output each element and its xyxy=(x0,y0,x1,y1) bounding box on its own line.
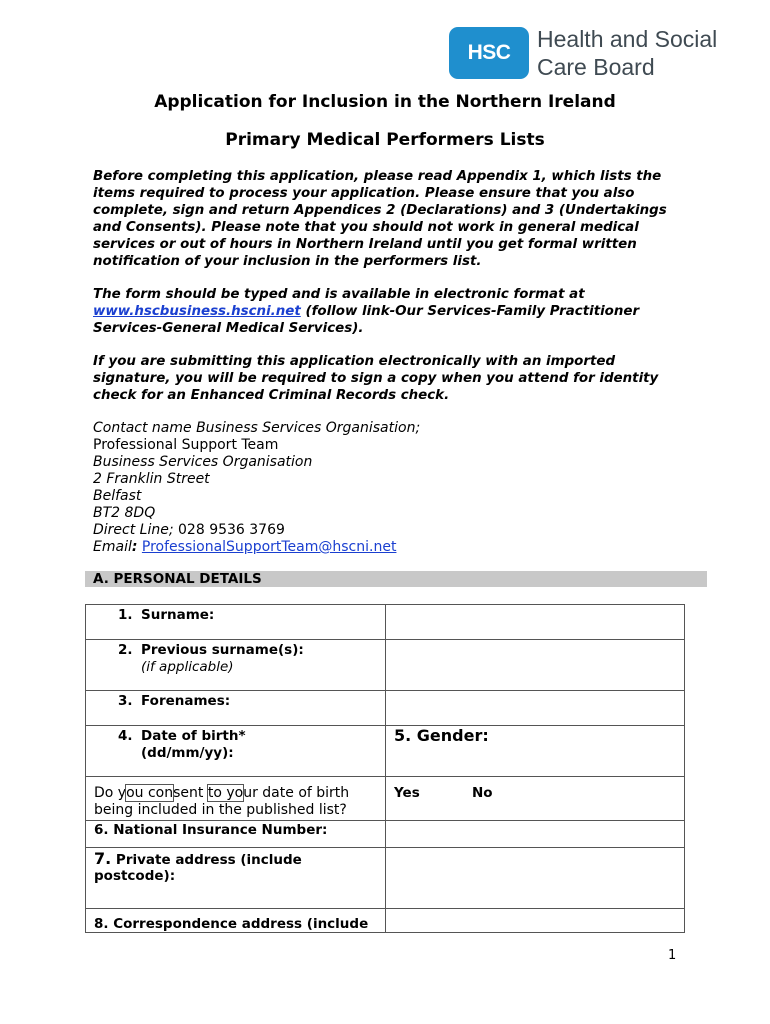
previous-surname-field[interactable] xyxy=(386,640,685,691)
surname-label: Surname: xyxy=(141,607,215,623)
forenames-number: 3. xyxy=(118,693,133,709)
intro-paragraph: Before completing this application, please read Appendix 1, which lists the items required to process your application. Please ensure that you also complete, sign and return Appendices 2 (Declarations) and 3 (Undertakings and Consents). Please note that you should not work in general medical services or out of hours in Northern Ireland until you get formal written notification of your inclusion in the performers list. xyxy=(93,169,667,269)
consent-no-option[interactable]: No xyxy=(472,785,493,801)
table-row xyxy=(86,777,685,821)
consent-yes-option[interactable]: Yes xyxy=(394,785,420,801)
consent-cell xyxy=(86,777,386,821)
previous-surname-number: 2. xyxy=(118,642,133,658)
contact-line3: Business Services Organisation xyxy=(93,454,313,470)
contact-line5: Belfast xyxy=(93,488,142,504)
page-number: 1 xyxy=(668,948,677,963)
gender-cell[interactable] xyxy=(386,726,685,777)
signature-note-paragraph: If you are submitting this application electronically with an imported signature, you will be required to sign a copy when you attend for identity check for an Enhanced Criminal Records check. xyxy=(93,354,659,403)
surname-label-cell xyxy=(86,605,386,640)
consent-text-3: ur date of birth xyxy=(243,785,350,801)
direct-line-label: Direct Line; xyxy=(93,522,174,538)
forenames-field[interactable] xyxy=(386,691,685,726)
contact-line6: BT2 8DQ xyxy=(93,505,156,521)
consent-highlight-1: ou con xyxy=(126,785,174,801)
document-title: Application for Inclusion in the Northern Ireland xyxy=(154,92,616,112)
email-link[interactable]: ProfessionalSupportTeam@hscni.net xyxy=(141,539,397,555)
hsc-logo-mark-text: HSC xyxy=(467,41,511,64)
logo-line1: Health and Social xyxy=(537,26,718,52)
dob-sub: (dd/mm/yy): xyxy=(141,745,234,761)
forenames-label: Forenames: xyxy=(141,693,231,709)
ni-field[interactable] xyxy=(386,821,685,848)
table-row xyxy=(86,848,685,909)
logo-line2: Care Board xyxy=(537,54,655,80)
correspondence-label: 8. Correspondence address (include xyxy=(94,916,369,932)
contact-line4: 2 Franklin Street xyxy=(93,471,210,487)
contact-direct-line xyxy=(93,522,420,539)
direct-line-value: 028 9536 3769 xyxy=(173,522,285,538)
ni-label-cell xyxy=(86,821,386,848)
dob-number: 4. xyxy=(118,728,133,744)
consent-question xyxy=(94,777,377,819)
surname-field[interactable] xyxy=(386,605,685,640)
forenames-label-cell xyxy=(86,691,386,726)
surname-number: 1. xyxy=(118,607,133,623)
correspondence-field[interactable] xyxy=(386,909,685,933)
personal-details-table xyxy=(85,604,685,933)
private-address-label-cell xyxy=(86,848,386,909)
table-row xyxy=(86,726,685,777)
hscbusiness-link[interactable]: www.hscbusiness.hscni.net xyxy=(93,304,301,319)
form-note-paragraph xyxy=(93,286,683,337)
email-label: Email xyxy=(93,539,132,555)
private-address-number: 7. xyxy=(94,849,112,868)
hsc-logo-text xyxy=(537,25,717,81)
table-row xyxy=(86,605,685,640)
table-row xyxy=(86,909,685,933)
ni-label: 6. National Insurance Number: xyxy=(94,822,328,838)
table-row xyxy=(86,640,685,691)
private-address-field[interactable] xyxy=(386,848,685,909)
contact-line1: Contact name Business Services Organisation; xyxy=(93,420,421,436)
form-note-prefix: The form should be typed and is available in electronic format at xyxy=(93,287,585,302)
consent-text-line2: being included in the published list? xyxy=(94,802,347,818)
section-a-header: A. PERSONAL DETAILS xyxy=(85,571,707,587)
hsc-logo xyxy=(449,25,717,81)
consent-highlight-2: to yo xyxy=(207,785,244,801)
hsc-logo-mark xyxy=(449,27,529,79)
consent-text-1: Do y xyxy=(94,785,127,801)
email-colon: : xyxy=(131,539,138,555)
table-row xyxy=(86,691,685,726)
previous-surname-sub: (if applicable) xyxy=(141,659,234,675)
form-note-suffix: (follow link-Our Services-Family Practitioner Services-General Medical Services). xyxy=(93,304,640,336)
correspondence-label-cell xyxy=(86,909,386,933)
dob-label: Date of birth* xyxy=(141,728,246,744)
consent-answer-cell xyxy=(386,777,685,821)
contact-line2: Professional Support Team xyxy=(93,437,279,453)
private-address-label: Private address (include postcode): xyxy=(94,852,302,884)
document-subtitle: Primary Medical Performers Lists xyxy=(225,130,545,150)
contact-email xyxy=(93,539,420,556)
table-row xyxy=(86,821,685,848)
contact-block xyxy=(93,420,420,556)
gender-label: 5. Gender: xyxy=(394,726,489,745)
previous-surname-label: Previous surname(s): xyxy=(141,642,304,658)
dob-label-cell xyxy=(86,726,386,777)
previous-surname-label-cell xyxy=(86,640,386,691)
consent-text-2: sent xyxy=(173,785,208,801)
